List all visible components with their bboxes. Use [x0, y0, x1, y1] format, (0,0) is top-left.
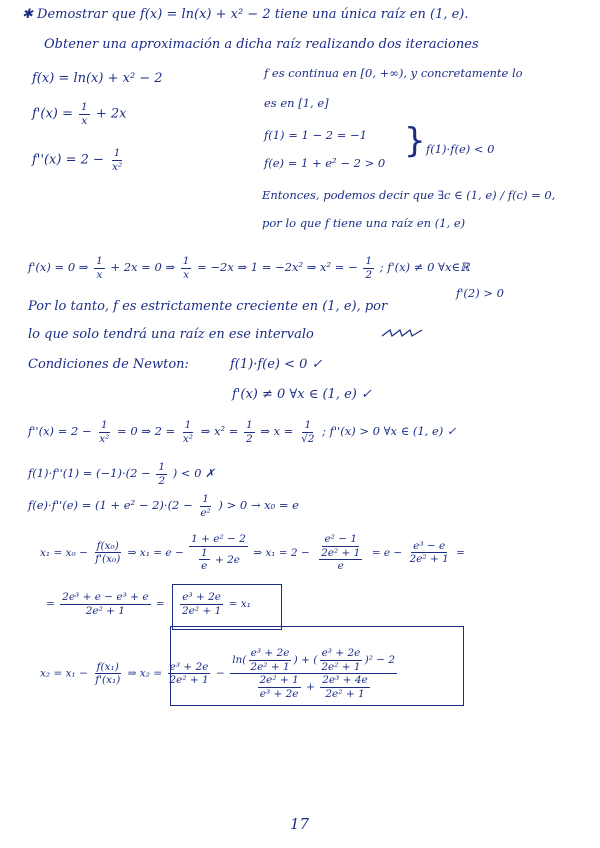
continuity-line-2: es en [1, e]: [264, 96, 329, 110]
first-iteration: x₁ = x₀ − $\frac{\text{f(x₀)}}{\text{f'(x₀)}}$ ⇒ x₁ = e − 1 + e² − 2 $\frac{1}{e}$ + 2e ⇒ x₁ = 2 − $\frac{\text{e² − 1}}{\frac{\text{2e² + 1}}{e}}$ = e − $\frac{\text{e³ − e}}{\text{2e² + 1}}$ =: [40, 533, 465, 572]
first-iteration-result: = $\frac{\text{2e³ + e − e³ + e}}{\text{2e² + 1}}$ =: [46, 591, 165, 617]
fourier-check-2: f(e)·f''(e) = (1 + e² − 2)·(2 − $\frac{1}{\text{e²}}$ ) > 0 → x₀ = e: [28, 493, 299, 519]
bolzano-line-1: Entonces, podemos decir que ∃c ∈ (1, e) / f(c) = 0,: [262, 188, 556, 202]
first-derivative: f'(x) = $\frac{1}{x}$ + 2x: [32, 101, 127, 127]
second-derivative: f''(x) = 2 − $\frac{1}{\text{x²}}$: [32, 147, 123, 173]
sign-product: f(1)·f(e) < 0: [426, 142, 495, 156]
fourier-check-1: f(1)·f''(1) = (−1)·(2 − $\frac{1}{2}$ ) < 0 ✗: [28, 461, 215, 487]
bolzano-line-2: por lo que f tiene una raíz en (1, e): [262, 216, 466, 230]
newton-condition-2: f'(x) ≠ 0 ∀x ∈ (1, e) ✓: [232, 387, 372, 402]
function-definition: f(x) = ln(x) + x² − 2: [32, 71, 163, 86]
monotonic-line-1: Por lo tanto, f es estrictamente creciente en (1, e), por: [28, 299, 388, 314]
curly-brace: }: [404, 121, 426, 161]
derivative-positive: f'(2) > 0: [456, 286, 504, 300]
page-number: 17: [290, 815, 310, 833]
second-derivative-analysis: f''(x) = 2 − $\frac{1}{\text{x²}}$ = 0 ⇒ 2 = $\frac{1}{\text{x²}}$ ⇒ x² = $\frac{1}{2}$ ⇒ x = $\frac{1}{√2}$ ; f''(x) > 0 ∀x ∈ (1, e) ✓: [28, 419, 457, 445]
continuity-line-1: f es continua en [0, +∞), y concretamente lo: [264, 66, 523, 80]
problem-statement: ✱ Demostrar que f(x) = ln(x) + x² − 2 tiene una única raíz en (1, e).: [22, 7, 469, 22]
value-f-e: f(e) = 1 + e² − 2 > 0: [264, 156, 386, 170]
derivative-zero-line: f'(x) = 0 ⇒ $\frac{1}{x}$ + 2x = 0 ⇒ $\frac{1}{x}$ = −2x ⇒ 1 = −2x² ⇒ x² = − $\frac{1}{2}$ ; f'(x) ≠ 0 ∀x∈ℝ: [28, 255, 470, 281]
monotonic-line-2: lo que solo tendrá una raíz en ese intervalo: [28, 327, 314, 342]
newton-conditions-title: Condiciones de Newton:: [28, 357, 189, 372]
x1-result: $\frac{\text{e³ + 2e}}{\text{2e² + 1}}$ = x₁: [182, 591, 251, 617]
value-f-1: f(1) = 1 − 2 = −1: [264, 128, 367, 142]
newton-condition-1: f(1)·f(e) < 0 ✓: [230, 357, 323, 372]
second-iteration: x₂ = x₁ − $\frac{\text{f(x₁)}}{\text{f'(x₁)}}$ ⇒ x₂ = $\frac{\text{e³ + 2e}}{\text{2e² + 1}}$ − ln( $\frac{\text{e³ + 2e}}{\text{2e² + 1}}$ ) + ( $\frac{\text{e³ + 2e}}{\text{2e² + 1}}$ )² − 2 $\frac{\text{2e² + 1}}{\text{e³ + 2e}}$ + $\frac{\text{2e³ + 4e}}{\text{2e² + 1}}$: [40, 647, 396, 700]
problem-task: Obtener una aproximación a dicha raíz realizando dos iteraciones: [44, 37, 479, 52]
scribble-mark: [380, 326, 426, 340]
